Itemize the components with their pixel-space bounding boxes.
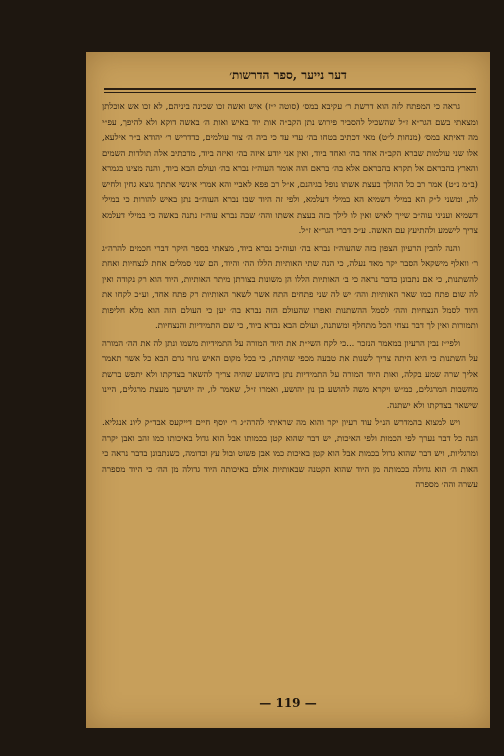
paragraph: גראה כי המפתח לזה הוא דרשת ר׳ עקיבא במס׳ (סוטה י״ז) איש ואשה זכו שכינה ביניהם, לא זכו אש אוכלתן ומצאתי בשם הגר״א ז״ל שהשכיל להסביר פירוש נתן הקב״ה אות יוד באיש ואות ה׳ באשה דוקא ולא להיפך, עפ״י מה דאיתא במס׳ (מנחות ל״ט) מאי דכתיב בטחו בה׳ עדי עד כי ביה ה׳ צור עולמים, כדדריש ר׳ יהודא ב״ר אילעא, אלו שני עולמות שברא הקב״ה אחד בה׳ ואחד ביוד, ואין אני יודע איזה בה׳ ואיזה ביוד, מדכתיב אלה תולדות השמים והארץ בהבראם אל תקרא בהבראם אלא בה׳ בראם הוה אומר העוה״ז נברא בה׳ ועולם הבא ביוד, והנה מצינו בגמרא (ב״מ נ״ט) אמר רב כל ההולך בעצת אשתו נופל בגיהנם, א״ל רב פפא לאביי והא אמרי אינשי אתתך גוצא גחין ולחיש לה, ומשני ל״ק הא במילי דשמיא הא במילי דעלמא, ולפי זה היוד שבו נברא העוה״ב נתן באיש להורות כי במילי דשמיא ועניני עוה״ב שייך לאיש ואין לו לילך בזה בעצת אשתו והה׳ שבה נברא עוה״ז נתנה באשה כי במילי דעלמא צריך לישמע ולהתיעץ עם האשה. ע״כ דברי הגר״א ז״ל. <box>102 102 478 236</box>
paragraph: ולפי״ז נבין הרעיון במאמר הנזכר ...כי לקח השי״ת את היוד המורה על התמידיות משמו ונתן לה את הה׳ המורה על השתנות כי היא היתה צריך לשנות את טבעה מכפי שהיתה, כי בכל מקום האיש גוזר גרם הבא כל אשר תאמר אליך שרה שמע בקלה, ואות היוד המורה על התמידיות נתן ביהושע שהיה צריך להשאר בצדקתו ולא יתפש ברשת מחשבות המרגלים, כמ״ש ויקרא משה להושע בן נון יהושע, ואמרו ז״ל, שאמר לו, יה יושיעך מעצת מרגלים, היינו שישאר בצדקתו ולא ישתנה. <box>102 338 478 411</box>
page-number: — 119 — <box>259 696 317 710</box>
page-body-text <box>102 100 478 688</box>
header-rule-thin <box>104 92 476 93</box>
paragraph: ויש למצוא בהמדרש הנ״ל עוד רעיון יקר והוא מה שראיתי להרה״ג ר׳ יוסף חיים דייקעס אבד״ק ליונ אנגליא. הנה כל דבר נערך לפי הכמות ולפי האיכות, יש דבר שהוא קטן בכמותו אבל הוא גדול באיכותו כמו זהב ואבן יקרה ומרגליות, ויש דבר שהוא גדול בכמות אבל הוא קטן באיכות כמו אבן פשוט ובול עץ וכדומה, כשנתבונן בדבר נראה כי האות ה׳ הוא גדולה בכמותה מן היוד שהוא הקטנה שבאותיות אולם באיכותה היוד גדולה מן הה׳ כי היוד מספרה עשרה והה׳ מספרה <box>102 418 478 490</box>
running-header: דער נייער ,ספר הדרשות׳ <box>229 68 347 82</box>
paragraph: והנה להבין הרעיון הצפון בזה שהעוה״ז נברא בה׳ ועוה״ב נברא ביוד, מצאתי בספר היקר דברי חכמים להרה״ג ר׳ וואלף מישקאל הסבר יקר מאד נעלה, כי הנה שתי האותיות הללו הה׳ והיוד, הם שני סמלים אחת לנצחיות ואחת להשתנות, כי אם נתבונן בדבר נראה כי ב׳ האותיות הללו הן משונות בצורתן מיתר האותיות, היוד הוא רק נקודה ואין לה שום פתח כמו שאר האותיות והה׳ יש לה שני פתחים התח אשר לשאר האותיות רק פתח אחד, וע״כ לקחו את היוד לסמל הנצחיות והה׳ לסמל ההשתנות ואפרו שהעולם הזה נברא בה׳ יען כי העולם הזה הוא מלא חליפות ותמורות ואין לך דבר נצחי הכל מתחלף ומשתנה, ועולם הבא נברא ביוד, כי שם התמידיות והנצחיות. <box>102 243 478 331</box>
book-page <box>86 52 490 728</box>
header-rule-thick <box>104 88 476 90</box>
